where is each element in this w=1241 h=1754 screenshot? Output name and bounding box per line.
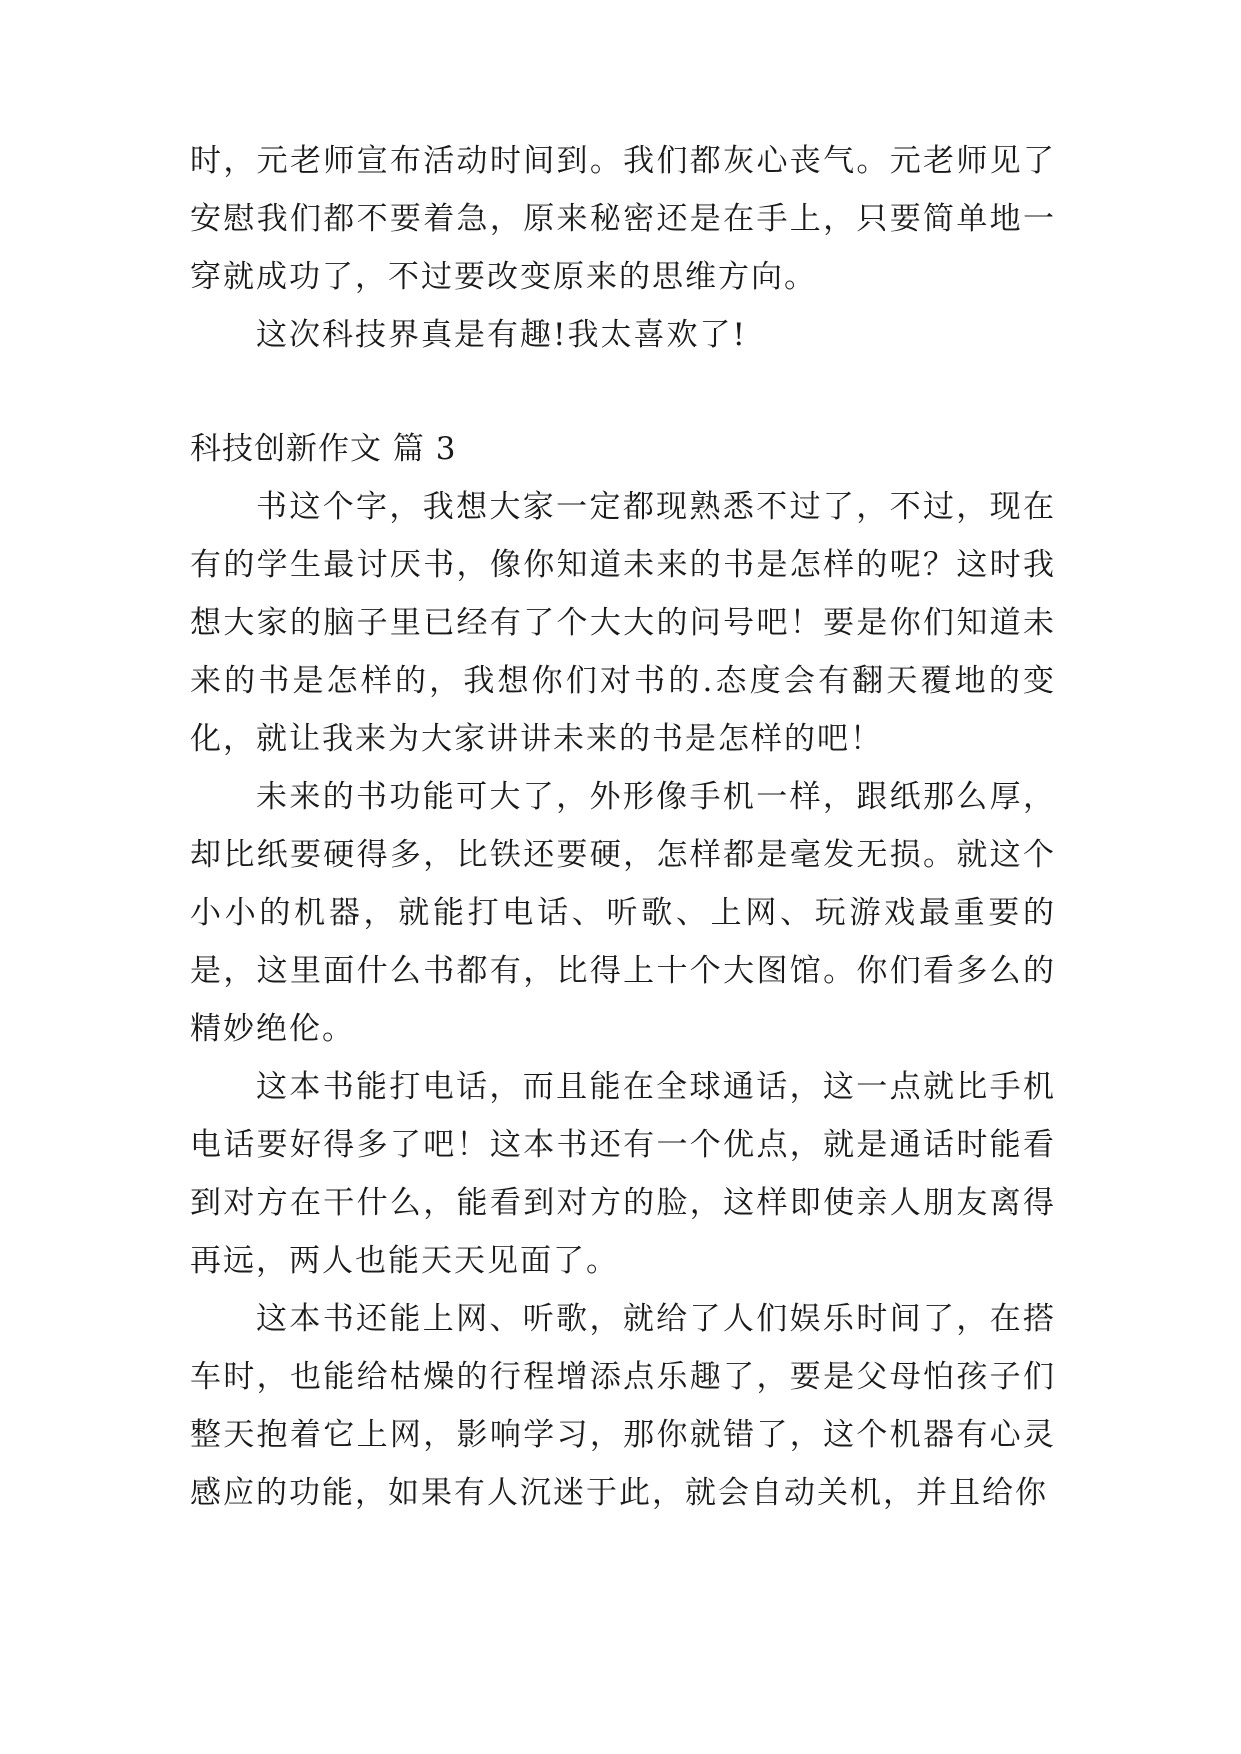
paragraph-6: 这本书还能上网、听歌，就给了人们娱乐时间了，在搭车时，也能给枯燥的行程增添点乐趣了，要是父母怕孩子们整天抱着它上网，影响学习，那你就错了，这个机器有心灵感应的功能，如果有人沉迷于此，就会自动关机，并且给你 <box>190 1301 1056 1511</box>
paragraph-2: 这次科技界真是有趣!我太喜欢了! <box>256 317 747 353</box>
paragraph-5: 这本书能打电话，而且能在全球通话，这一点就比手机电话要好得多了吧！这本书还有一个优点，就是通话时能看到对方在干什么，能看到对方的脸，这样即使亲人朋友离得再远，两人也能天天见面了。 <box>190 1069 1056 1279</box>
paragraph-1: 时，元老师宣布活动时间到。我们都灰心丧气。元老师见了安慰我们都不要着急，原来秘密还是在手上，只要简单地一穿就成功了，不过要改变原来的思维方向。 <box>190 143 1056 295</box>
paragraph-4: 未来的书功能可大了，外形像手机一样，跟纸那么厚，却比纸要硬得多，比铁还要硬，怎样都是毫发无损。就这个小小的机器，就能打电话、听歌、上网、玩游戏最重要的是，这里面什么书都有，比得上十个大图馆。你们看多么的精妙绝伦。 <box>190 779 1056 1047</box>
document-page <box>190 132 1056 1522</box>
section-heading: 科技创新作文 篇 3 <box>190 431 457 467</box>
paragraph-3: 书这个字，我想大家一定都现熟悉不过了，不过，现在有的学生最讨厌书，像你知道未来的书是怎样的呢？这时我想大家的脑子里已经有了个大大的问号吧！要是你们知道未来的书是怎样的，我想你们对书的.态度会有翻天覆地的变化，就让我来为大家讲讲未来的书是怎样的吧！ <box>190 489 1056 757</box>
